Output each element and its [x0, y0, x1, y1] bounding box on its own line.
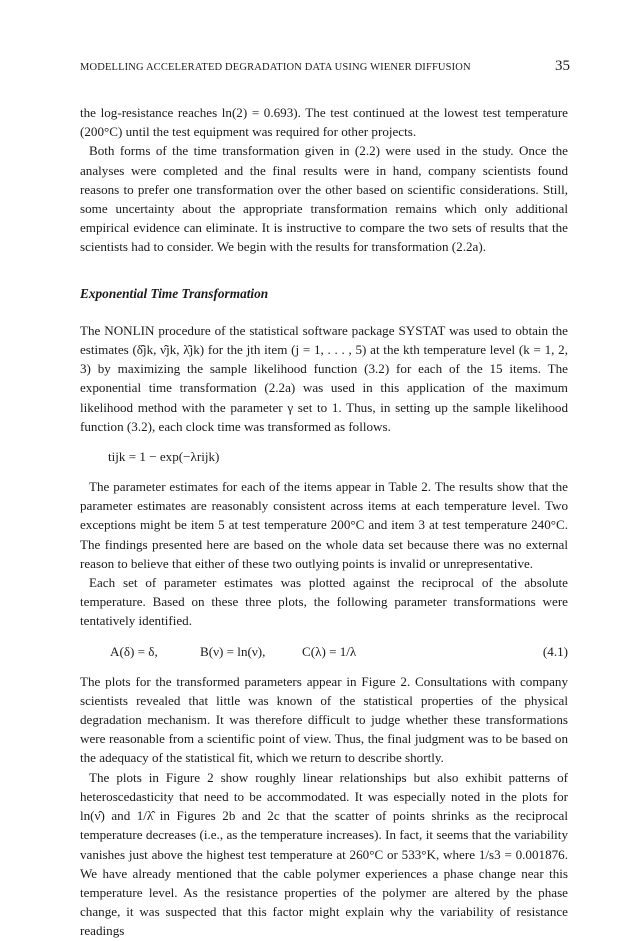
- equation-part-c: C(λ) = 1/λ: [302, 643, 357, 659]
- paragraph-2: Both forms of the time transformation given in (2.2) were used in the study. Once the analyses were completed and the final results were in hand, company scientists found reasons to prefer one transformation over the other based on scientific considerations. Still, some uncertainty about the appropriate transformation remains which only additional empirical evidence can eliminate. It is instructive to compare the two sets of results that the scientists had to consider. We begin with the results for transformation (2.2a).: [80, 143, 568, 255]
- equation-time-transform: tijk = 1 − exp(−λrijk): [108, 449, 220, 465]
- equation-part-a: A(δ) = δ,: [110, 643, 158, 659]
- section-heading: Exponential Time Transformation: [80, 285, 269, 301]
- equation-4-1: [80, 641, 568, 662]
- running-head: [80, 58, 570, 75]
- paragraph-3: The NONLIN procedure of the statistical software package SYSTAT was used to obtain the estimates (δ̂jk, ν̂jk, λ̂jk) for the jth item (j = 1, . . . , 5) at the kth temperature level (k = 1, 2, 3) by maximizing the sample likelihood function (3.2) for each of the 15 items. The exponential time transformation (2.2a) was used in this application of the maximum likelihood method with the parameter γ set to 1. Thus, in setting up the sample likelihood function (3.2), each clock time was transformed as follows.: [80, 322, 568, 434]
- page-number: 35: [555, 58, 570, 74]
- paragraph-1: the log-resistance reaches ln(2) = 0.693). The test continued at the lowest test temperature (200°C) until the test equipment was required for other projects.: [80, 105, 568, 140]
- running-title: MODELLING ACCELERATED DEGRADATION DATA USING WIENER DIFFUSION: [80, 62, 471, 73]
- paragraph-7: The plots in Figure 2 show roughly linear relationships but also exhibit patterns of heteroscedasticity that need to be accommodated. It was especially noted in the plots for ln(ν̂) and 1/λ̂ in Figures 2b and 2c that the scatter of points shrinks as the reciprocal temperature decreases (i.e., as the temperature increases). In fact, it seems that the variability vanishes just above the highest test temperature at 260°C or 533°K, where 1/s3 = 0.001876. We have already mentioned that the cable polymer experiences a phase change near this temperature level. As the resistance properties of the polymer are altered by the phase change, it was suspected that this factor might explain why the variability of resistance readings: [80, 769, 568, 939]
- paragraph-5: Each set of parameter estimates was plotted against the reciprocal of the absolute temperature. Based on these three plots, the following parameter transformations were tentatively identified.: [80, 575, 568, 629]
- equation-part-b: B(ν) = ln(ν),: [200, 643, 266, 659]
- paragraph-6: The plots for the transformed parameters appear in Figure 2. Consultations with company scientists revealed that little was known of the statistical properties of the physical degradation mechanism. It was therefore difficult to judge whether these transformations were reasonable from a scientific point of view. Thus, the final judgment was to be based on the adequacy of the statistical fit, which we return to describe shortly.: [80, 673, 568, 766]
- paragraph-4: The parameter estimates for each of the items appear in Table 2. The results show that the parameter estimates are reasonably consistent across items at each temperature level. Two exceptions might be item 5 at test temperature 200°C and item 3 at test temperature 240°C. The findings presented here are based on the whole data set because there was no external reason to believe that either of these two outlying points is invalid or unrepresentative.: [80, 479, 568, 571]
- body-text: [80, 103, 568, 941]
- equation-number: (4.1): [542, 643, 568, 659]
